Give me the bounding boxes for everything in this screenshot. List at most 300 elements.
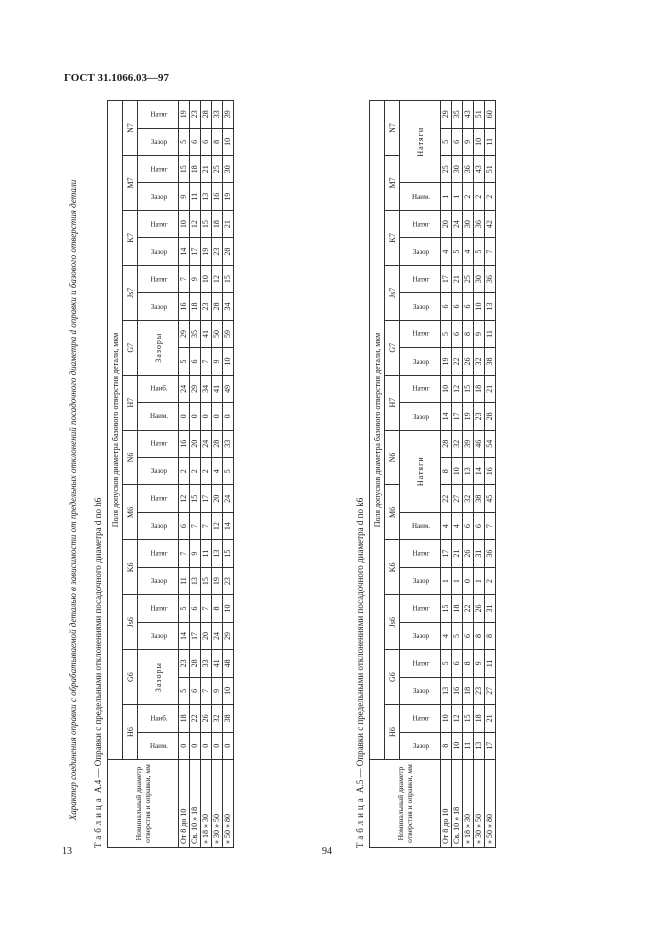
table-row [485,101,496,848]
merged-subheader: Зазоры [138,650,179,705]
table-row [190,101,201,848]
table-cell: 21 [201,156,212,183]
table-cell: 19 [441,348,452,375]
table-cell: 6 [463,622,474,649]
table-cell: 29 [441,101,452,129]
subheader-label: Натяг [411,604,430,613]
page-number-right: 94 [322,846,332,857]
subheader-cell [400,348,441,375]
table-cell: 12 [452,705,463,732]
merged-subheader: Зазоры [138,320,179,375]
subheader-label: Зазор [150,137,167,146]
subheader-label: Натяг [149,110,168,119]
table-cell: 24 [179,375,190,402]
table-cell: 16 [452,677,463,704]
subheader-label: Зазор [412,686,429,695]
table-cell: 43 [474,156,485,183]
fit-header: H7 [385,375,400,430]
table-cell: 10 [474,128,485,155]
subheader-label: Зазор [412,412,429,421]
table-cell: 12 [179,485,190,512]
table-cell: 15 [223,265,234,292]
row-diameter-label: Св. 10 » 18 [190,760,201,848]
table-a5-title [354,100,366,848]
table-row [223,101,234,848]
table-cell: 11 [485,650,496,677]
table-cell: 16 [212,183,223,210]
fit-header: H6 [385,705,400,760]
table-cell: 30 [452,156,463,183]
table-cell: 33 [223,430,234,457]
table-cell: 0 [223,403,234,430]
table-cell: 23 [212,238,223,265]
nominal-diameter-header: Номинальный диаметр отверстия и оправки, мм [108,760,179,848]
table-cell: 6 [190,595,201,622]
table-cell: 11 [190,183,201,210]
table-cell: 21 [485,375,496,402]
subheader-label: Натяг [411,714,430,723]
subheader-label: Зазор [150,192,167,201]
table-cell: 18 [452,595,463,622]
table-cell: 0 [179,732,190,759]
table-cell: 32 [212,705,223,732]
table-cell: 38 [223,705,234,732]
table-cell: 21 [452,265,463,292]
table-cell: 7 [201,595,212,622]
table-cell: 34 [201,375,212,402]
table-cell: 28 [485,403,496,430]
table-cell: 0 [190,403,201,430]
table-cell: 10 [441,375,452,402]
table-cell: 6 [441,293,452,320]
table-cell: 15 [179,156,190,183]
table-a5 [369,100,496,848]
table-cell: 2 [179,458,190,485]
table-cell: 31 [485,595,496,622]
table-cell: 41 [201,320,212,347]
table-cell: 54 [485,430,496,457]
table-cell: 24 [212,622,223,649]
subheader-cell [400,595,441,622]
table-cell: 6 [190,128,201,155]
table-cell: 20 [441,210,452,237]
row-diameter-label: Св. 10 » 18 [452,760,463,848]
subheader-cell [400,705,441,732]
table-cell: 15 [463,375,474,402]
subheader-cell [400,622,441,649]
table-cell: 17 [201,485,212,512]
table-cell: 36 [474,210,485,237]
table-cell: 6 [190,348,201,375]
subheader-label: Наим. [149,741,168,750]
row-diameter-label: » 18 » 30 [463,760,474,848]
table-cell: 6 [463,512,474,539]
table-row [441,101,452,848]
table-cell: 35 [452,101,463,129]
table-cell: 0 [223,732,234,759]
fit-header: K6 [385,540,400,595]
figure-caption: Характер соединения оправки с обрабатываемой деталью в зависимости от предельных отклонений посадочного диаметра d оправки и базового отверстия детали [68,179,78,821]
subheader-label: Наиб. [149,714,168,723]
subheader-cell [138,732,179,759]
subheader-label: Зазор [412,247,429,256]
subheader-cell [400,650,441,677]
table-cell: 12 [190,210,201,237]
subheader-label: Наим. [149,412,168,421]
table-row [474,101,485,848]
table-cell: 22 [441,485,452,512]
table-cell: 13 [441,677,452,704]
table-cell: 11 [201,540,212,567]
table-cell: 48 [223,650,234,677]
table-cell: 18 [463,677,474,704]
row-diameter-label: » 30 » 50 [212,760,223,848]
table-cell: 45 [485,485,496,512]
table-cell: 16 [179,293,190,320]
fit-header: H7 [123,375,138,430]
fit-header: M6 [385,485,400,540]
subheader-label: Натяг [149,439,168,448]
table-cell: 18 [190,293,201,320]
table-cell: 51 [474,101,485,129]
table-cell: 1 [441,567,452,594]
table-cell: 8 [441,458,452,485]
subheader-cell [138,430,179,457]
subheader-cell [138,128,179,155]
nominal-diameter-header: Номинальный диаметр отверстия и оправки, мм [370,760,441,848]
table-cell: 23 [201,293,212,320]
table-cell: 41 [212,650,223,677]
subheader-label: Натяг [149,220,168,229]
subheader-label: Зазор [412,302,429,311]
table-cell: 5 [441,128,452,155]
table-cell: 36 [485,265,496,292]
subheader-label: Зазор [412,631,429,640]
table-cell: 42 [485,210,496,237]
table-cell: 20 [190,430,201,457]
table-cell: 23 [474,677,485,704]
table-cell: 5 [452,622,463,649]
table-cell: 5 [474,238,485,265]
table-cell: 14 [179,622,190,649]
subheader-cell [400,293,441,320]
subheader-label: Натяг [411,549,430,558]
table-cell: 38 [474,485,485,512]
subheader-label: Натяг [411,220,430,229]
table-cell: 18 [474,375,485,402]
table-cell: 36 [463,156,474,183]
table-cell: 21 [452,540,463,567]
table-cell: 5 [179,348,190,375]
table-cell: 23 [223,567,234,594]
table-cell: 10 [179,210,190,237]
table-cell: 15 [201,210,212,237]
table-cell: 10 [441,705,452,732]
fit-header: N7 [123,101,138,156]
table-cell: 17 [190,238,201,265]
table-cell: 5 [452,238,463,265]
table-cell: 39 [223,101,234,129]
table-cell: 10 [223,128,234,155]
fit-header: Js6 [123,595,138,650]
table-cell: 23 [190,101,201,129]
subheader-cell [400,677,441,704]
row-diameter-label: » 18 » 30 [201,760,212,848]
table-cell: 17 [452,403,463,430]
table-cell: 6 [452,128,463,155]
table-a5-title-text: А.5 — Оправки с предельными отклонениями посадочного диаметра d по k6 [355,497,365,793]
table-cell: 51 [485,156,496,183]
subheader-label: Натяг [411,329,430,338]
table-cell: 8 [474,622,485,649]
table-cell: 6 [190,677,201,704]
fit-header: M6 [123,485,138,540]
table-cell: 15 [441,595,452,622]
fit-header: N7 [385,101,400,156]
table-cell: 2 [485,567,496,594]
table-cell: 10 [223,677,234,704]
table-cell: 17 [441,265,452,292]
subheader-cell [138,458,179,485]
subheader-cell [400,238,441,265]
subheader-cell [400,375,441,402]
table-cell: 4 [452,512,463,539]
table-cell: 35 [190,320,201,347]
table-cell: 0 [201,403,212,430]
table-cell: 8 [485,622,496,649]
table-cell: 29 [190,375,201,402]
fit-header: Js7 [385,265,400,320]
subheader-cell [138,622,179,649]
table-cell: 59 [223,320,234,347]
table-cell: 13 [463,458,474,485]
table-cell: 14 [223,512,234,539]
table-cell: 8 [463,650,474,677]
table-cell: 19 [179,101,190,129]
table-cell: 9 [190,540,201,567]
subheader-cell [138,293,179,320]
row-diameter-label: » 50 » 80 [223,760,234,848]
table-cell: 1 [474,567,485,594]
table-cell: 12 [452,375,463,402]
fit-header: M7 [123,156,138,211]
table-cell: 17 [485,732,496,759]
subheader-label: Зазор [150,302,167,311]
subheader-label: Натяг [411,384,430,393]
table-cell: 9 [474,650,485,677]
table-cell: 11 [485,320,496,347]
subheader-cell [400,183,441,210]
table-cell: 0 [463,567,474,594]
table-cell: 5 [179,128,190,155]
tolerance-fields-header: Поля допусков диаметра базового отверстия детали, мкм [108,101,123,760]
subheader-label: Зазор [412,741,429,750]
subheader-cell [400,512,441,539]
table-cell: 4 [441,622,452,649]
table-cell: 21 [223,210,234,237]
table-cell: 6 [474,512,485,539]
fit-header: K7 [123,210,138,265]
subheader-label: Натяг [411,659,430,668]
table-cell: 18 [179,705,190,732]
fit-header: N6 [385,430,400,485]
table-cell: 13 [212,540,223,567]
table-cell: 10 [452,732,463,759]
table-cell: 23 [474,403,485,430]
table-cell: 28 [212,430,223,457]
table-cell: 32 [452,430,463,457]
table-cell: 13 [485,293,496,320]
table-a4-block [92,100,324,848]
table-cell: 6 [463,293,474,320]
table-cell: 9 [212,677,223,704]
table-cell: 15 [201,567,212,594]
table-cell: 13 [201,183,212,210]
table-cell: 0 [201,732,212,759]
table-cell: 7 [190,512,201,539]
table-cell: 0 [190,732,201,759]
subheader-cell [138,485,179,512]
table-cell: 14 [441,403,452,430]
subheader-cell [138,265,179,292]
table-a5-title-prefix: Таблица [355,795,365,848]
table-a5-block [354,100,612,848]
table-cell: 27 [485,677,496,704]
subheader-cell [138,403,179,430]
table-cell: 26 [463,540,474,567]
table-cell: 32 [474,348,485,375]
table-cell: 38 [485,348,496,375]
subheader-cell [400,732,441,759]
table-cell: 27 [452,485,463,512]
fit-header: Js6 [385,595,400,650]
table-cell: 33 [201,650,212,677]
table-cell: 7 [179,540,190,567]
table-cell: 20 [212,485,223,512]
table-cell: 24 [452,210,463,237]
row-diameter-label: » 50 » 80 [485,760,496,848]
table-cell: 20 [201,622,212,649]
table-cell: 26 [474,595,485,622]
table-cell: 50 [212,320,223,347]
table-cell: 9 [474,320,485,347]
table-cell: 24 [201,430,212,457]
table-cell: 10 [223,348,234,375]
table-cell: 2 [474,183,485,210]
table-cell: 18 [212,210,223,237]
table-cell: 6 [452,293,463,320]
table-cell: 14 [179,238,190,265]
table-cell: 25 [463,265,474,292]
table-cell: 29 [179,320,190,347]
table-cell: 41 [212,375,223,402]
subheader-label: Зазор [150,467,167,476]
table-cell: 28 [201,101,212,129]
subheader-cell [138,540,179,567]
fit-header: M7 [385,156,400,211]
table-cell: 5 [441,650,452,677]
table-cell: 6 [452,650,463,677]
table-cell: 18 [474,705,485,732]
subheader-label: Натяг [149,275,168,284]
fit-header: G6 [123,650,138,705]
table-cell: 5 [179,595,190,622]
table-cell: 4 [463,238,474,265]
table-cell: 34 [223,293,234,320]
table-cell: 5 [223,458,234,485]
subheader-label: Наим. [411,522,430,531]
table-row [212,101,223,848]
table-cell: 43 [463,101,474,129]
table-cell: 25 [212,156,223,183]
row-diameter-label: От 8 до 10 [179,760,190,848]
table-cell: 46 [474,430,485,457]
table-cell: 1 [452,183,463,210]
table-a4-title [92,100,104,848]
subheader-label: Зазор [150,247,167,256]
subheader-cell [138,238,179,265]
table-cell: 7 [201,677,212,704]
table-cell: 28 [223,238,234,265]
table-cell: 14 [474,458,485,485]
subheader-label: Зазор [412,577,429,586]
page-number-left: 13 [62,846,72,857]
table-cell: 0 [212,403,223,430]
table-cell: 2 [485,183,496,210]
subheader-cell [138,183,179,210]
table-cell: 24 [223,485,234,512]
table-cell: 15 [223,540,234,567]
subheader-cell [400,403,441,430]
table-a4 [107,100,234,848]
table-cell: 6 [179,512,190,539]
table-cell: 32 [463,485,474,512]
fit-header: G7 [123,320,138,375]
table-cell: 0 [179,403,190,430]
subheader-label: Натяг [149,549,168,558]
fit-header: G6 [385,650,400,705]
table-cell: 5 [441,320,452,347]
fit-header: K6 [123,540,138,595]
table-cell: 23 [179,650,190,677]
fit-header: G7 [385,320,400,375]
table-cell: 11 [179,567,190,594]
table-row [452,101,463,848]
fit-header: N6 [123,430,138,485]
table-cell: 10 [201,265,212,292]
table-cell: 18 [190,156,201,183]
merged-subheader: Натяги [400,430,441,512]
merged-subheader: Натяги [400,101,441,183]
table-cell: 4 [441,512,452,539]
table-cell: 2 [463,183,474,210]
table-row [201,101,212,848]
table-cell: 16 [485,458,496,485]
table-cell: 25 [441,156,452,183]
table-cell: 4 [441,238,452,265]
table-cell: 26 [463,348,474,375]
table-a4-title-prefix: Таблица [93,795,103,848]
table-cell: 16 [179,430,190,457]
table-cell: 13 [474,732,485,759]
table-cell: 9 [463,128,474,155]
table-cell: 19 [223,183,234,210]
table-cell: 7 [201,348,212,375]
table-cell: 19 [463,403,474,430]
subheader-label: Натяг [149,604,168,613]
subheader-cell [400,540,441,567]
table-cell: 6 [452,320,463,347]
